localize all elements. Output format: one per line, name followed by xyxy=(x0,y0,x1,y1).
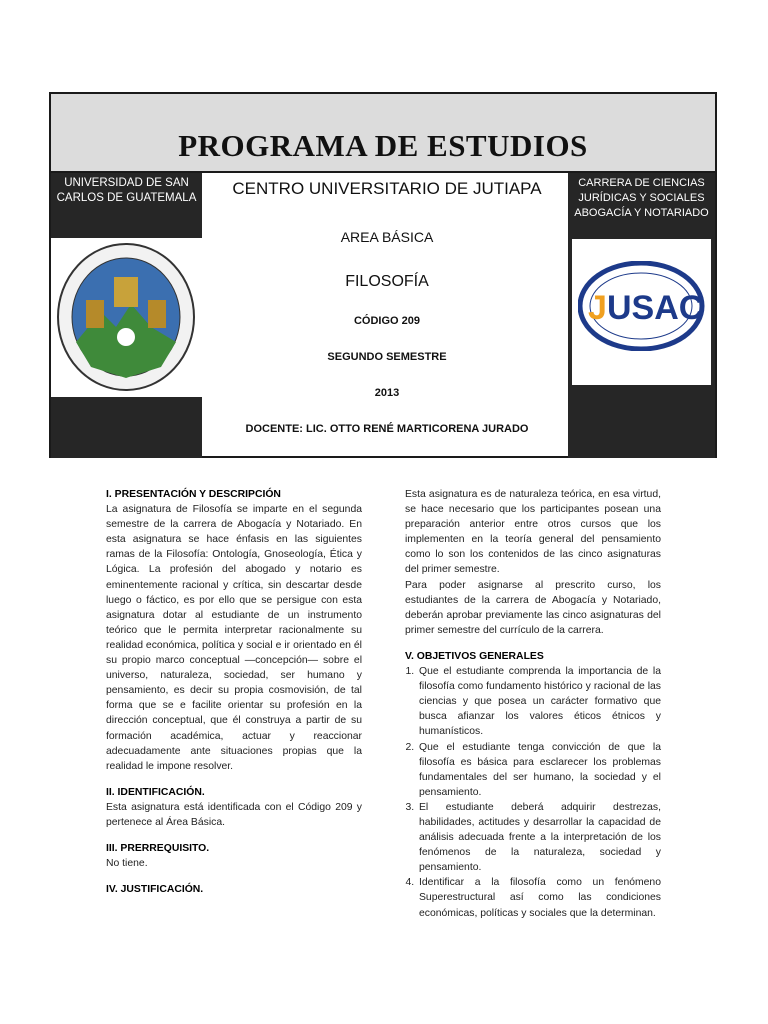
institution-name: CENTRO UNIVERSITARIO DE JUTIAPA xyxy=(232,179,542,198)
objectives-list xyxy=(405,664,661,921)
section-paragraph: No tiene. xyxy=(106,858,148,870)
svg-text:USAC: USAC xyxy=(607,289,704,327)
list-item: 3. El estudiante deberá adquirir destrezas, habilidades, actitudes y desarrollar la capacidad de análisis adecuada frente a la interpretación de los fenómenos de la naturaleza, sociedad y pensamiento. xyxy=(417,800,661,875)
list-item: 4. Identificar a la filosofía como un fenómeno Superestructural así como las condiciones económicas, políticas y sociales que la determinan. xyxy=(417,875,661,920)
course-code: CÓDIGO 209 xyxy=(353,315,421,327)
seal-icon xyxy=(56,242,197,392)
svg-text:J: J xyxy=(588,289,607,327)
area-name: AREA BÁSICA xyxy=(340,229,434,245)
list-item: 1. Que el estudiante comprenda la importancia de la filosofía como fundamento histórico y racional de las ciencias y que posea un carácter formativo que busca afianzar los valores éticos étnicos y humanísticos. xyxy=(417,664,661,739)
jusac-logo-icon xyxy=(578,261,705,351)
section-paragraph: Esta asignatura es de naturaleza teórica, en esa virtud, se hace necesario que los participantes posean una preparación anterior entre otros cursos que los implementen en la teoría general del pensamiento como lo son los contenidos de las cinco asignaturas del primer semestre. xyxy=(405,489,661,576)
left-column xyxy=(51,173,202,458)
university-label: UNIVERSIDAD DE SAN CARLOS DE GUATEMALA xyxy=(56,177,197,204)
course-info xyxy=(204,173,570,458)
list-item: 2. Que el estudiante tenga convicción de que la filosofía es básica para esclarecer los problemas fundamentales del ser humano, la sociedad y el pensamiento. xyxy=(417,740,661,800)
section-heading: V. OBJETIVOS GENERALES xyxy=(405,650,544,662)
university-seal xyxy=(51,238,202,397)
course-teacher: DOCENTE: LIC. OTTO RENÉ MARTICORENA JURADO xyxy=(245,423,529,435)
section-paragraph: Para poder asignarse al prescrito curso, los estudiantes de la carrera de Abogacía y Notariado, deberán aprobar previamente las cinco asignaturas del primer semestre del currículo de la carrera. xyxy=(405,579,661,636)
course-year: 2013 xyxy=(374,387,400,399)
page-title: PROGRAMA DE ESTUDIOS xyxy=(178,127,588,163)
section-heading: III. PRERREQUISITO. xyxy=(106,843,210,855)
header-box xyxy=(49,92,717,458)
section-heading: I. PRESENTACIÓN Y DESCRIPCIÓN xyxy=(106,489,281,500)
title-band xyxy=(51,94,715,173)
section-paragraph: La asignatura de Filosofía se imparte en el segunda semestre de la carrera de Abogacía y Notariado. En esta asignatura se hace énfasis en las siguientes ramas de la Filosofía: Ontología, Gnoseología, Ética y Lógica. La profesión del abogado y notario es eminentemente racional y crítica, sin descartar desde luego o fáctico, es por ello que se persigue con esta asignatura dotar al estudiante de un instrumento teórico que le permita interpretar racionalmente su realidad económica, política y social e ir orientado en él su propio marco conceptual —concepción— sobre el universo, naturaleza, sociedad, ser humano y pensamiento, es decir su propia cosmovisión, de tal forma que se e facilite orientar su profesión en la dirección conceptual, que él construya a partir de su formación académica, actuar y reaccionar adecuadamente ante situaciones propias que la realidad le impone resolver. xyxy=(106,504,362,772)
section-heading: II. IDENTIFICACIÓN. xyxy=(106,786,205,798)
jusac-badge xyxy=(572,239,711,385)
left-text-column xyxy=(106,487,362,897)
right-text-column xyxy=(405,487,661,921)
course-name: FILOSOFÍA xyxy=(345,273,429,290)
section-heading: IV. JUSTIFICACIÓN. xyxy=(106,884,204,896)
section-paragraph: Esta asignatura está identificada con el Código 209 y pertenece al Área Básica. xyxy=(106,801,362,828)
course-semester: SEGUNDO SEMESTRE xyxy=(327,351,447,363)
right-column xyxy=(568,173,715,458)
career-label: CARRERA DE CIENCIAS JURÍDICAS Y SOCIALES ABOGACÍA Y NOTARIADO xyxy=(574,177,709,219)
